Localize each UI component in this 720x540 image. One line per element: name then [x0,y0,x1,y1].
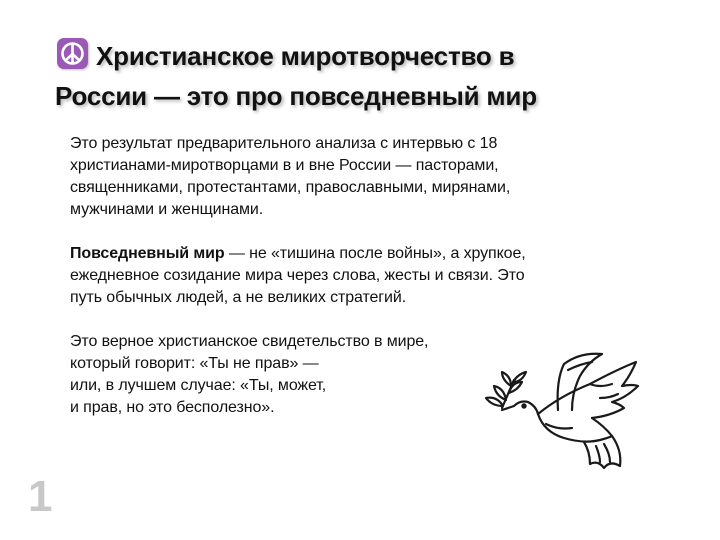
paragraph-line: и прав, но это бесполезно». [70,399,275,416]
title-text-1: Христианское миротворчество в [96,41,515,71]
slide-number: 1 [28,472,53,521]
paragraph-line: ежедневное созидание мира через слова, жесты и связи. Это [70,267,525,284]
peace-symbol-icon [57,38,88,69]
paragraph-line [70,243,630,265]
paragraph-line: мужчинами и женщинами. [70,201,264,218]
paragraph-line: Это результат предварительного анализа с интервью с 18 [70,135,498,152]
title-line-1 [55,36,695,76]
paragraph-intro [70,133,630,221]
dove-illustration [440,340,690,490]
paragraph-line: Это верное христианское свидетельство в мире, [70,333,429,350]
paragraph-line: или, в лучшем случае: «Ты, может, [70,377,327,394]
slide-title [55,36,695,116]
bold-term: Повседневный мир [70,245,225,262]
paragraph-line: который говорит: «Ты не прав» — [70,355,319,372]
paragraph-line: христианами-миротворцами в и вне России — пасторами, [70,157,499,174]
paragraph-text: — не «тишина после войны», а хрупкое, [224,245,526,262]
paragraph-line: путь обычных людей, а не великих стратегий. [70,289,407,306]
title-line-2: России — это про повседневный мир [55,81,537,111]
paragraph-everyday-peace [70,243,630,309]
paragraph-line: священниками, протестантами, православными, мирянами, [70,179,511,196]
